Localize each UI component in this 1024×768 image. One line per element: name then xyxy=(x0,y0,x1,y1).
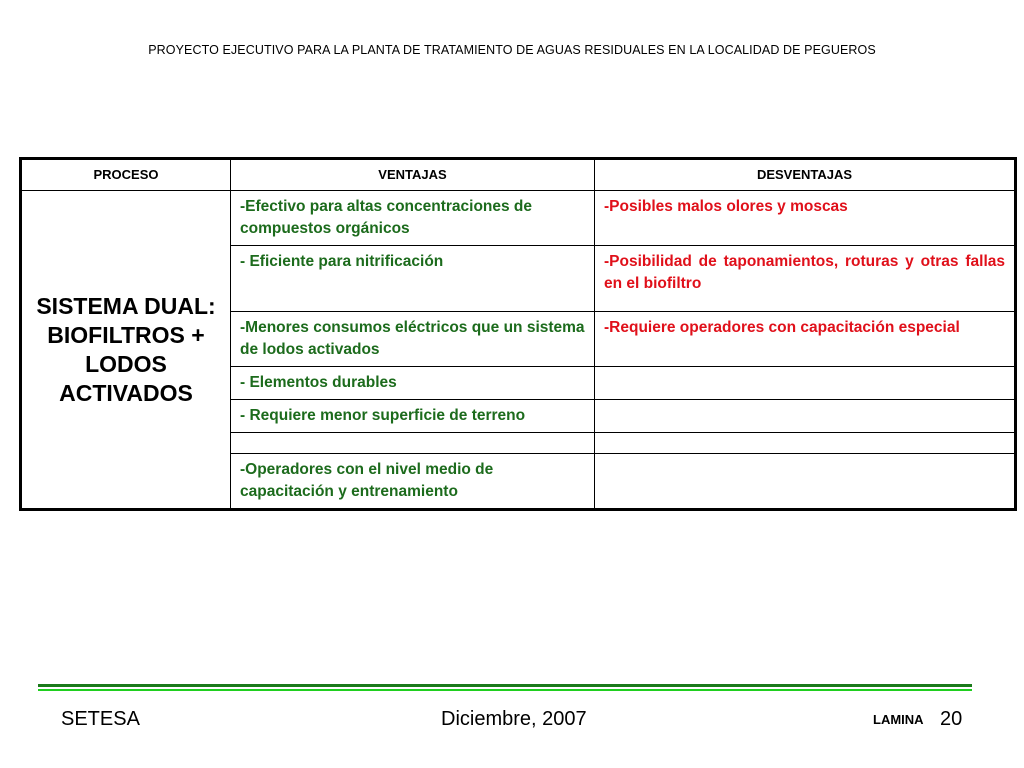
desventaja-cell xyxy=(595,400,1016,433)
ventaja-cell: -Efectivo para altas concentraciones de compuestos orgánicos xyxy=(231,191,595,246)
desventaja-cell xyxy=(595,433,1016,454)
desventaja-cell: -Requiere operadores con capacitación especial xyxy=(595,312,1016,367)
footer-divider-light xyxy=(38,689,972,691)
desventaja-cell xyxy=(595,454,1016,510)
column-header-ventajas: VENTAJAS xyxy=(231,159,595,191)
footer-lamina-label: LAMINA xyxy=(873,712,924,727)
table-header-row xyxy=(21,159,1016,191)
footer-lamina-number: 20 xyxy=(940,708,963,730)
column-header-desventajas: DESVENTAJAS xyxy=(595,159,1016,191)
ventaja-cell: - Eficiente para nitrificación xyxy=(231,246,595,312)
column-header-proceso: PROCESO xyxy=(21,159,231,191)
ventaja-cell: -Menores consumos eléctricos que un sistema de lodos activados xyxy=(231,312,595,367)
footer-date: Diciembre, 2007 xyxy=(441,708,587,730)
desventaja-cell: -Posibles malos olores y moscas xyxy=(595,191,1016,246)
comparison-table xyxy=(19,157,1017,511)
table-row xyxy=(21,191,1016,246)
proceso-cell: SISTEMA DUAL: BIOFILTROS + LODOS ACTIVADOS xyxy=(21,191,231,510)
desventaja-cell: -Posibilidad de taponamientos, roturas y otras fallas en el biofiltro xyxy=(595,246,1016,312)
document-header: PROYECTO EJECUTIVO PARA LA PLANTA DE TRATAMIENTO DE AGUAS RESIDUALES EN LA LOCALIDAD DE PEGUEROS xyxy=(148,43,876,57)
footer-divider xyxy=(38,684,972,687)
ventaja-cell: -Operadores con el nivel medio de capacitación y entrenamiento xyxy=(231,454,595,510)
ventaja-cell xyxy=(231,433,595,454)
desventaja-cell xyxy=(595,367,1016,400)
footer-company: SETESA xyxy=(61,708,140,730)
ventaja-cell: - Requiere menor superficie de terreno xyxy=(231,400,595,433)
ventaja-cell: - Elementos durables xyxy=(231,367,595,400)
